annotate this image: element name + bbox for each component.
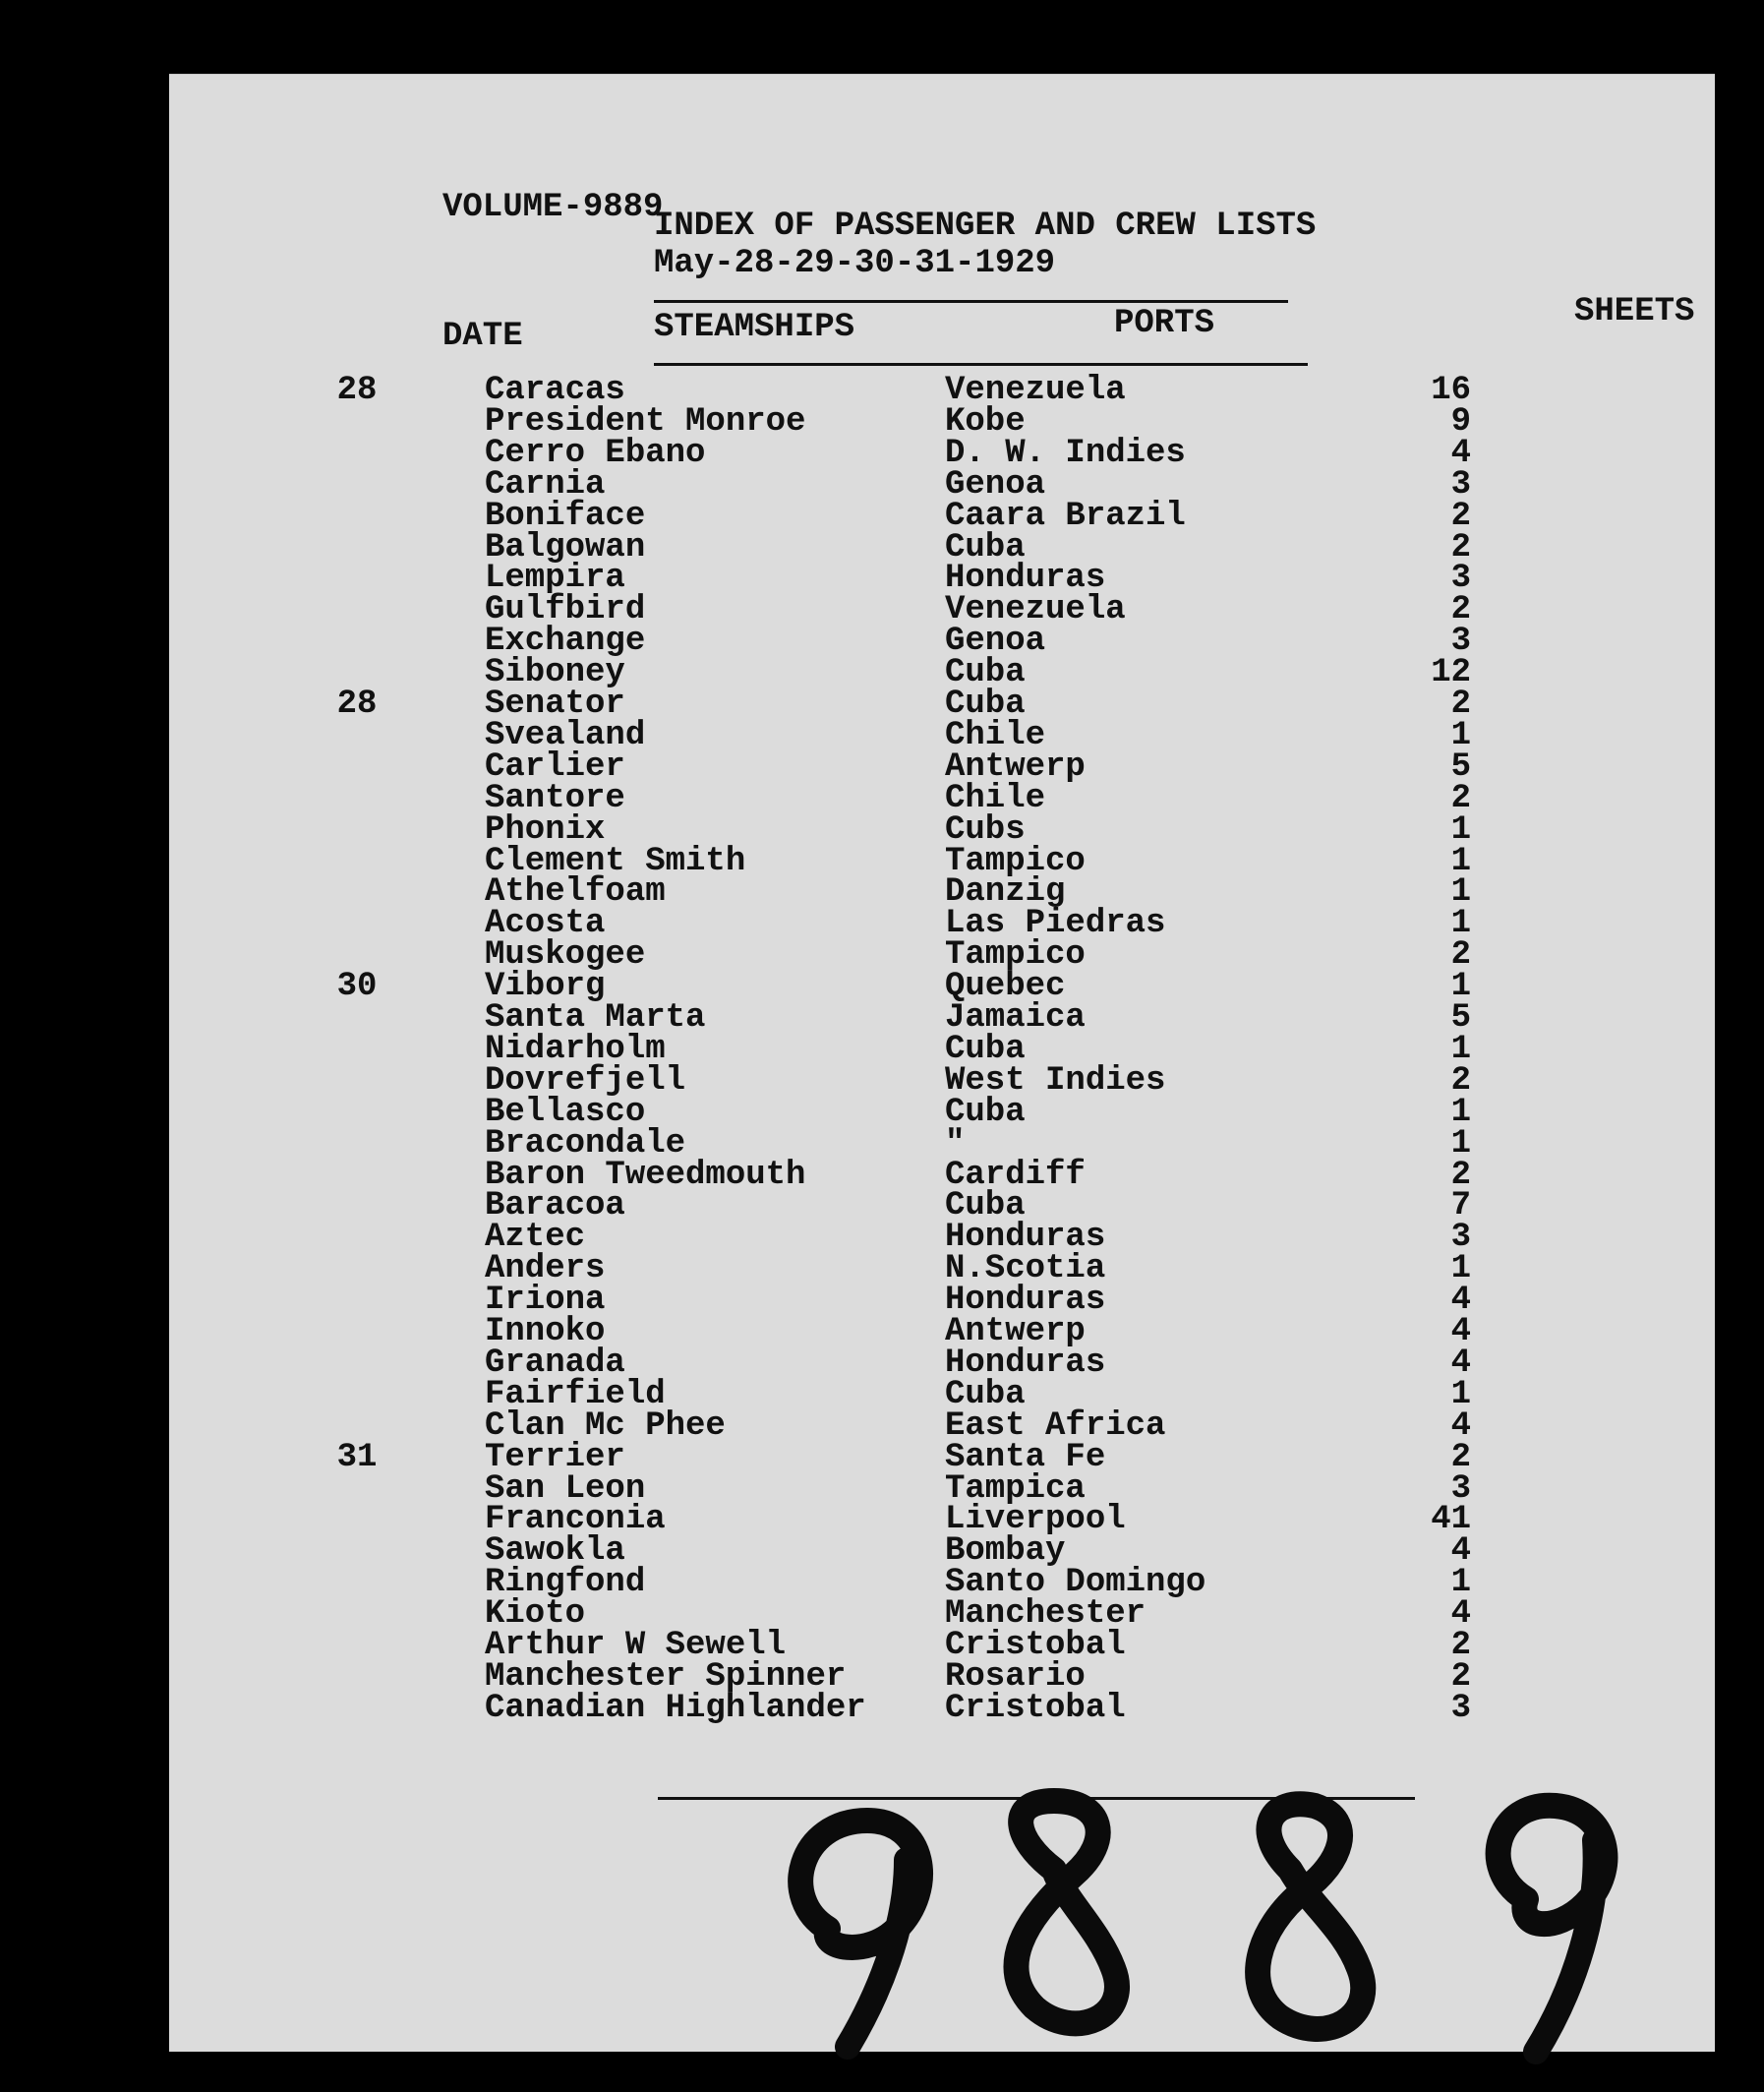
sheets-cell: 3	[1450, 560, 1471, 598]
list-item	[169, 779, 1715, 817]
list-item	[169, 905, 1715, 943]
port-cell: Honduras	[945, 1219, 1106, 1257]
sheets-cell: 9	[1450, 402, 1471, 441]
sheets-cell: 1	[1450, 1564, 1471, 1602]
sheets-cell: 4	[1450, 1282, 1471, 1320]
steamship-cell: Cerro Ebano	[485, 434, 706, 472]
list-item	[169, 873, 1715, 912]
port-cell: Liverpool	[945, 1501, 1126, 1539]
list-item	[169, 497, 1715, 535]
steamship-cell: Aztec	[485, 1219, 586, 1257]
sheets-cell: 3	[1450, 623, 1471, 661]
handwritten-volume-number	[759, 1781, 1644, 2066]
list-item	[169, 560, 1715, 598]
steamship-cell: Kioto	[485, 1595, 586, 1634]
list-item	[169, 465, 1715, 504]
steamship-cell: Siboney	[485, 654, 625, 692]
document-page	[169, 74, 1715, 2052]
steamship-cell: Baracoa	[485, 1187, 625, 1225]
steamship-cell: Balgowan	[485, 528, 646, 567]
steamship-cell: Senator	[485, 686, 625, 723]
column-header-sheets: SHEETS	[1574, 293, 1695, 330]
list-item	[169, 686, 1715, 723]
list-item	[169, 1030, 1715, 1068]
steamship-cell: Arthur W Sewell	[485, 1627, 787, 1664]
list-item	[169, 1375, 1715, 1413]
sheets-cell: 2	[1450, 591, 1471, 629]
list-item	[169, 1532, 1715, 1571]
port-cell: Honduras	[945, 560, 1106, 598]
port-cell: Cuba	[945, 686, 1026, 723]
port-cell: Santa Fe	[945, 1438, 1106, 1476]
steamship-cell: Canadian Highlander	[485, 1689, 866, 1727]
port-cell: D. W. Indies	[945, 434, 1186, 472]
port-cell: Venezuela	[945, 372, 1126, 409]
port-cell: Chile	[945, 779, 1046, 817]
sheets-cell: 1	[1450, 810, 1471, 849]
list-item	[169, 528, 1715, 567]
list-item	[169, 1564, 1715, 1602]
steamship-cell: Innoko	[485, 1313, 606, 1350]
port-cell: Cristobal	[945, 1627, 1126, 1664]
port-cell: Danzig	[945, 873, 1066, 912]
steamship-cell: President Monroe	[485, 402, 806, 441]
steamship-cell: Gulfbird	[485, 591, 646, 629]
port-cell: Cuba	[945, 1375, 1026, 1413]
list-item	[169, 936, 1715, 975]
list-item	[169, 968, 1715, 1006]
list-item	[169, 842, 1715, 880]
sheets-cell: 4	[1450, 1344, 1471, 1382]
sheets-cell: 1	[1450, 1124, 1471, 1163]
steamship-cell: San Leon	[485, 1469, 646, 1508]
list-item	[169, 1406, 1715, 1445]
steamship-cell: Acosta	[485, 905, 606, 943]
list-item	[169, 1093, 1715, 1131]
port-cell: Santo Domingo	[945, 1564, 1206, 1602]
list-item	[169, 1250, 1715, 1288]
list-item	[169, 402, 1715, 441]
sheets-cell: 3	[1450, 1469, 1471, 1508]
steamship-cell: Dovrefjell	[485, 1061, 686, 1100]
steamship-cell: Santore	[485, 779, 625, 817]
date-cell: 31	[336, 1438, 378, 1476]
index-dates: May-28-29-30-31-1929	[654, 245, 1056, 282]
sheets-cell: 3	[1450, 1219, 1471, 1257]
steamship-cell: Baron Tweedmouth	[485, 1156, 806, 1194]
steamship-cell: Svealand	[485, 716, 646, 754]
sheets-cell: 5	[1450, 999, 1471, 1037]
steamship-cell: Athelfoam	[485, 873, 666, 912]
sheets-cell: 2	[1450, 528, 1471, 567]
list-item	[169, 999, 1715, 1037]
steamship-cell: Sawokla	[485, 1532, 625, 1571]
steamship-cell: Nidarholm	[485, 1030, 666, 1068]
sheets-cell: 2	[1450, 936, 1471, 975]
port-cell: Tampica	[945, 1469, 1086, 1508]
steamship-cell: Ringfond	[485, 1564, 646, 1602]
sheets-cell: 2	[1450, 1061, 1471, 1100]
sheets-cell: 1	[1450, 1250, 1471, 1288]
port-cell: Genoa	[945, 623, 1046, 661]
port-cell: West Indies	[945, 1061, 1166, 1100]
list-item	[169, 1156, 1715, 1194]
port-cell: Cuba	[945, 528, 1026, 567]
header-rule-bottom	[654, 363, 1308, 366]
steamship-cell: Bellasco	[485, 1093, 646, 1131]
port-cell: Manchester	[945, 1595, 1147, 1634]
port-cell: Venezuela	[945, 591, 1126, 629]
date-cell: 28	[336, 686, 378, 723]
list-item	[169, 716, 1715, 754]
list-item	[169, 623, 1715, 661]
column-header-date: DATE	[442, 318, 523, 355]
sheets-cell: 1	[1450, 905, 1471, 943]
sheets-cell: 2	[1450, 686, 1471, 723]
steamship-cell: Fairfield	[485, 1375, 666, 1413]
port-cell: Cuba	[945, 1030, 1026, 1068]
port-cell: Honduras	[945, 1282, 1106, 1320]
sheets-cell: 1	[1450, 873, 1471, 912]
steamship-cell: Iriona	[485, 1282, 606, 1320]
column-header-ports: PORTS	[1114, 305, 1215, 342]
steamship-cell: Santa Marta	[485, 999, 706, 1037]
port-cell: Bombay	[945, 1532, 1066, 1571]
sheets-cell: 2	[1450, 1438, 1471, 1476]
steamship-cell: Manchester Spinner	[485, 1657, 847, 1696]
sheets-cell: 2	[1450, 497, 1471, 535]
list-item	[169, 1219, 1715, 1257]
list-item	[169, 1469, 1715, 1508]
steamship-cell: Lempira	[485, 560, 625, 598]
steamship-cell: Granada	[485, 1344, 625, 1382]
port-cell: Cuba	[945, 1093, 1026, 1131]
sheets-cell: 7	[1450, 1187, 1471, 1225]
sheets-cell: 4	[1450, 1406, 1471, 1445]
sheets-cell: 2	[1450, 1627, 1471, 1664]
header-rule-top	[654, 300, 1288, 303]
port-cell: Cuba	[945, 654, 1026, 692]
port-cell: Tampico	[945, 842, 1086, 880]
list-item	[169, 1657, 1715, 1696]
sheets-cell: 1	[1450, 1375, 1471, 1413]
sheets-cell: 1	[1450, 1093, 1471, 1131]
sheets-cell: 2	[1450, 1657, 1471, 1696]
steamship-cell: Anders	[485, 1250, 606, 1288]
sheets-cell: 4	[1450, 1595, 1471, 1634]
steamship-cell: Carnia	[485, 465, 606, 504]
port-cell: Cubs	[945, 810, 1026, 849]
port-cell: Honduras	[945, 1344, 1106, 1382]
port-cell: Chile	[945, 716, 1046, 754]
port-cell: Cristobal	[945, 1689, 1126, 1727]
steamship-cell: Clan Mc Phee	[485, 1406, 726, 1445]
port-cell: Genoa	[945, 465, 1046, 504]
sheets-cell: 1	[1450, 968, 1471, 1006]
steamship-cell: Carlier	[485, 747, 625, 786]
sheets-cell: 12	[1431, 654, 1471, 692]
date-cell: 28	[336, 372, 378, 409]
list-item	[169, 434, 1715, 472]
port-cell: Jamaica	[945, 999, 1086, 1037]
steamship-cell: Boniface	[485, 497, 646, 535]
steamship-cell: Bracondale	[485, 1124, 686, 1163]
sheets-cell: 4	[1450, 1313, 1471, 1350]
port-cell: N.Scotia	[945, 1250, 1106, 1288]
steamship-cell: Exchange	[485, 623, 646, 661]
list-item	[169, 1282, 1715, 1320]
port-cell: Cuba	[945, 1187, 1026, 1225]
list-item	[169, 1313, 1715, 1350]
port-cell: Cardiff	[945, 1156, 1086, 1194]
list-item	[169, 747, 1715, 786]
list-item	[169, 654, 1715, 692]
port-cell: Antwerp	[945, 1313, 1086, 1350]
sheets-cell: 3	[1450, 465, 1471, 504]
sheets-cell: 5	[1450, 747, 1471, 786]
list-item	[169, 1438, 1715, 1476]
list-item	[169, 1501, 1715, 1539]
sheets-cell: 1	[1450, 1030, 1471, 1068]
sheets-cell: 4	[1450, 1532, 1471, 1571]
list-item	[169, 1344, 1715, 1382]
port-cell: Kobe	[945, 402, 1026, 441]
steamship-cell: Viborg	[485, 968, 606, 1006]
list-item	[169, 591, 1715, 629]
index-title: INDEX OF PASSENGER AND CREW LISTS	[654, 208, 1317, 245]
port-cell: Antwerp	[945, 747, 1086, 786]
sheets-cell: 2	[1450, 1156, 1471, 1194]
sheets-cell: 3	[1450, 1689, 1471, 1727]
port-cell: East Africa	[945, 1406, 1166, 1445]
port-cell: "	[945, 1124, 966, 1163]
list-item	[169, 1689, 1715, 1727]
date-cell: 30	[336, 968, 378, 1006]
sheets-cell: 2	[1450, 779, 1471, 817]
list-item	[169, 1627, 1715, 1664]
list-item	[169, 1187, 1715, 1225]
steamship-cell: Clement Smith	[485, 842, 746, 880]
steamship-cell: Phonix	[485, 810, 606, 849]
port-cell: Las Piedras	[945, 905, 1166, 943]
port-cell: Quebec	[945, 968, 1066, 1006]
column-header-steamships: STEAMSHIPS	[654, 309, 855, 346]
sheets-cell: 1	[1450, 842, 1471, 880]
list-item	[169, 1595, 1715, 1634]
volume-label: VOLUME-9889	[442, 189, 664, 226]
steamship-cell: Franconia	[485, 1501, 666, 1539]
port-cell: Caara Brazil	[945, 497, 1186, 535]
list-item	[169, 1061, 1715, 1100]
sheets-cell: 1	[1450, 716, 1471, 754]
list-item	[169, 810, 1715, 849]
list-item	[169, 1124, 1715, 1163]
list-item	[169, 372, 1715, 409]
sheets-cell: 4	[1450, 434, 1471, 472]
port-cell: Rosario	[945, 1657, 1086, 1696]
steamship-cell: Muskogee	[485, 936, 646, 975]
sheets-cell: 41	[1431, 1501, 1471, 1539]
port-cell: Tampico	[945, 936, 1086, 975]
steamship-cell: Terrier	[485, 1438, 625, 1476]
steamship-cell: Caracas	[485, 372, 625, 409]
sheets-cell: 16	[1431, 372, 1471, 409]
